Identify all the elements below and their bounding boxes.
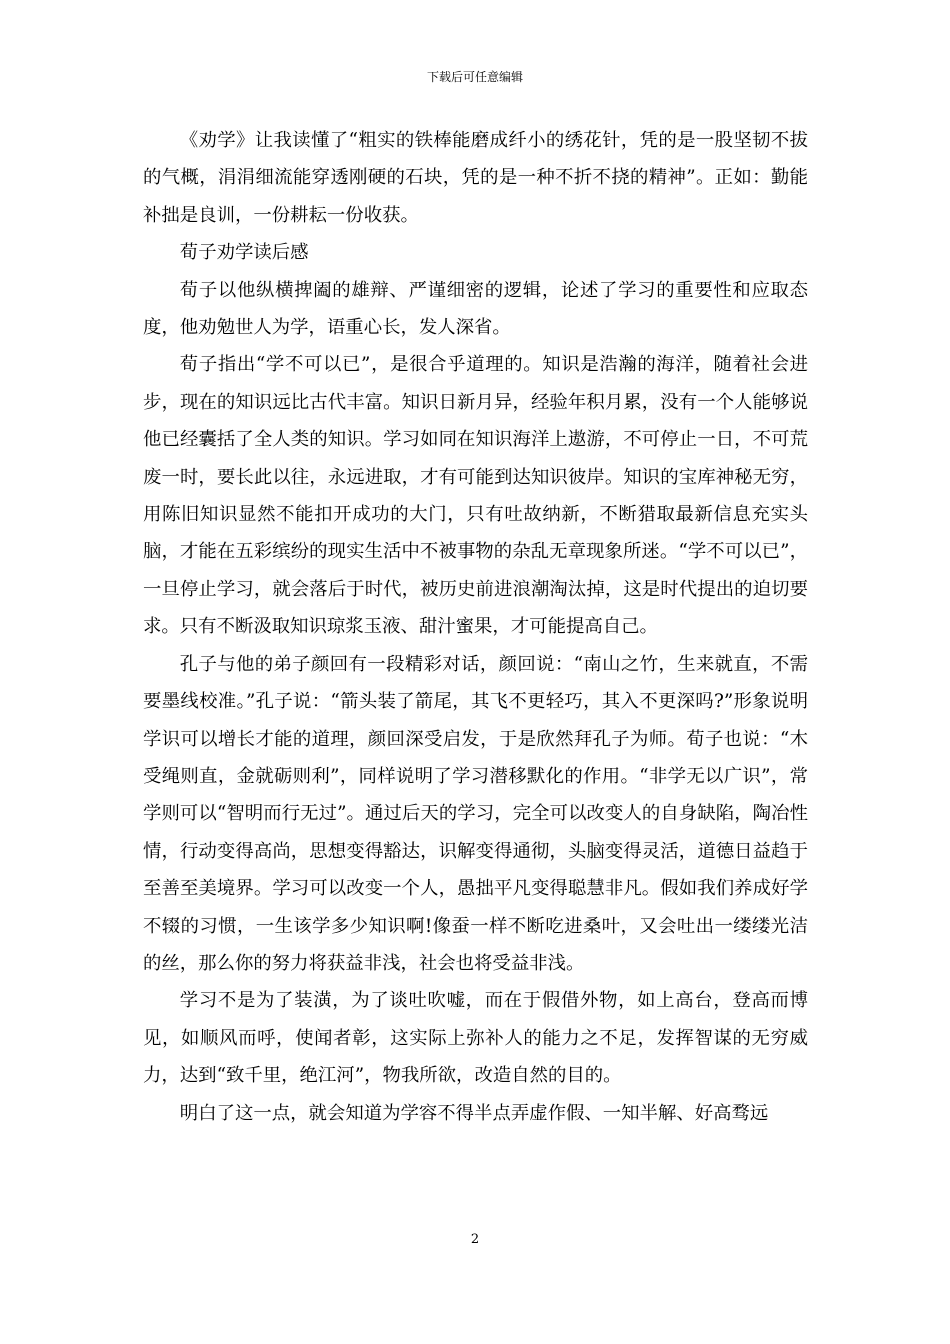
section-title: 荀子劝学读后感	[179, 242, 309, 264]
page-number: 2	[470, 1232, 480, 1247]
paragraph: 学习不是为了装潢，为了谈吐吹嘘，而在于假借外物，如上高台，登高而博见，如顺风而呼，使闻者彰，这实际上弥补人的能力之不足，发挥智谋的无穷威力，达到“致千里，绝江河”，物我所欲，改造自然的目的。	[143, 990, 808, 1087]
page-header: 下载后可任意编辑	[426, 70, 523, 84]
paragraph: 明白了这一点，就会知道为学容不得半点弄虚作假、一知半解、好高骛远	[179, 1102, 769, 1124]
document-body	[143, 122, 808, 1132]
paragraph: 荀子以他纵横捭阖的雄辩、严谨细密的逻辑，论述了学习的重要性和应取态度，他劝勉世人为学，语重心长，发人深省。	[143, 279, 808, 339]
paragraph: 荀子指出“学不可以已”，是很合乎道理的。知识是浩瀚的海洋，随着社会进步，现在的知识远比古代丰富。知识日新月异，经验年积月累，没有一个人能够说他已经囊括了全人类的知识。学习如同在知识海洋上遨游，不可停止一日，不可荒废一时，要长此以往，永远进取，才有可能到达知识彼岸。知识的宝库神秘无穷，用陈旧知识显然不能扣开成功的大门，只有吐故纳新，不断猎取最新信息充实头脑，才能在五彩缤纷的现实生活中不被事物的杂乱无章现象所迷。“学不可以已”，一旦停止学习，就会落后于时代，被历史前进浪潮淘汰掉，这是时代提出的迫切要求。只有不断汲取知识琼浆玉液、甜汁蜜果，才可能提高自己。	[143, 354, 808, 638]
paragraph: 孔子与他的弟子颜回有一段精彩对话，颜回说：“南山之竹，生来就直，不需要墨线校准。”孔子说：“箭头装了箭尾，其飞不更轻巧，其入不更深吗?”形象说明学识可以增长才能的道理，颜回深受启发，于是欣然拜孔子为师。荀子也说：“木受绳则直，金就砺则利”，同样说明了学习潜移默化的作用。“非学无以广识”，常学则可以“智明而行无过”。通过后天的学习，完全可以改变人的自身缺陷，陶冶性情，行动变得高尚，思想变得豁达，识解变得通彻，头脑变得灵活，道德日益趋于至善至美境界。学习可以改变一个人，愚拙平凡变得聪慧非凡。假如我们养成好学不辍的习惯，一生该学多少知识啊!像蚕一样不断吃进桑叶，又会吐出一缕缕光洁的丝，那么你的努力将获益非浅，社会也将受益非浅。	[143, 653, 808, 974]
paragraph: 《劝学》让我读懂了“粗实的铁棒能磨成纤小的绣花针，凭的是一股坚韧不拔的气概，涓涓细流能穿透刚硬的石块，凭的是一种不折不挠的精神”。正如：勤能补拙是良训，一份耕耘一份收获。	[143, 130, 808, 226]
